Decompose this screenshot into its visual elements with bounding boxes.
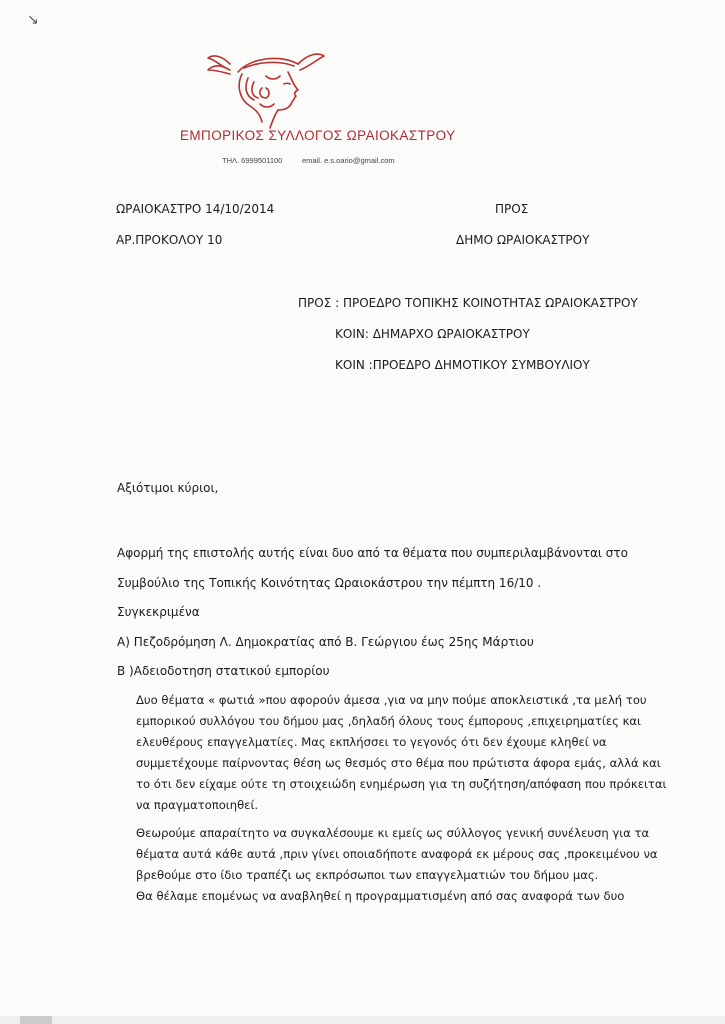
organization-name: ΕΜΠΟΡΙΚΟΣ ΣΥΛΛΟΓΟΣ ΩΡΑΙΟΚΑΣΤΡΟΥ [180,128,456,143]
specifically-label: Συγκεκριμένα [117,605,200,619]
paragraph-line: συμμετέχουμε παίρνοντας θέση ως θεσμός στο θέμα που πρώτιστα άφορα εμάς, αλλά και [136,756,661,770]
scan-bottom-edge [0,1016,725,1024]
intro-line: Συμβούλιο της Τοπικής Κοινότητας Ωραιοκάστρου την πέμπτη 16/10 . [117,576,542,590]
paragraph-line: ελευθέρους επαγγελματίες. Μας εκπλήσσει το γεγονός ότι δεν έχουμε κληθεί να [136,735,607,749]
salutation: Αξιότιμοι κύριοι, [117,481,219,495]
paragraph-line: βρεθούμε στο ίδιο τραπέζι ως εκπρόσωποι των επαγγελματιών του δήμου μας. [136,868,599,882]
paragraph-line: εμπορικού συλλόγου του δήμου μας ,δηλαδή όλους τους έμπορους ,επιχειρηματίες και [136,714,641,728]
recipient-line: ΠΡΟΣ : ΠΡΟΕΔΡΟ ΤΟΠΙΚΗΣ ΚΟΙΝΟΤΗΤΑΣ ΩΡΑΙΟΚΑΣΤΡΟΥ [298,296,638,310]
paragraph-line: Θα θέλαμε επομένως να αναβληθεί η προγραμματισμένη από σας αναφορά των δυο [136,889,625,903]
recipient-line: ΚΟΙΝ: ΔΗΜΑΡΧΟ ΩΡΑΙΟΚΑΣΤΡΟΥ [335,327,530,341]
email-address: email. e.s.oario@gmail.com [302,156,395,165]
agenda-item-b: Β )Αδειοδοτηση στατικού εμπορίου [117,664,330,678]
protocol-number: ΑΡ.ΠΡΟΚΟΛΟΥ 10 [116,233,223,247]
body-paragraph [136,886,625,907]
scan-bottom-tab [20,1016,52,1024]
to-label: ΠΡΟΣ [495,202,529,216]
agenda-item-a: Α) Πεζοδρόμηση Λ. Δημοκρατίας από Β. Γεώργιου έως 25ης Μάρτιου [117,635,534,649]
to-recipient: ΔΗΜΟ ΩΡΑΙΟΚΑΣΤΡΟΥ [456,233,590,247]
paragraph-line: να πραγματοποιηθεί. [136,798,259,812]
hermes-head-icon [200,38,332,138]
recipient-line: ΚΟΙΝ :ΠΡΟΕΔΡΟ ΔΗΜΟΤΙΚΟΥ ΣΥΜΒΟΥΛΙΟΥ [335,358,590,372]
body-paragraph [136,823,658,886]
paragraph-line: Θεωρούμε απαραίτητο να συγκαλέσουμε κι εμείς ως σύλλογος γενική συνέλευση για τα [136,826,650,840]
paragraph-line: θέματα αυτά κάθε αυτά ,πριν γίνει οποιαδήποτε αναφορά εκ μέρους σας ,προκειμένου να [136,847,658,861]
paragraph-line: το ότι δεν είχαμε ούτε τη στοιχειώδη ενημέρωση για τη συζήτηση/απόφαση που πρόκειται [136,777,667,791]
corner-arrow-mark: ↘ [27,12,39,28]
paragraph-line: Δυο θέματα « φωτιά »που αφορούν άμεσα ,για να μην πούμε αποκλειστικά ,τα μελή του [136,693,647,707]
body-paragraph [136,690,667,816]
place-date: ΩΡΑΙΟΚΑΣΤΡΟ 14/10/2014 [116,202,275,216]
intro-line: Αφορμή της επιστολής αυτής είναι δυο από τα θέματα που συμπεριλαμβάνονται στο [117,546,628,560]
phone-number: ΤΗΛ. 6999501100 [222,156,283,165]
